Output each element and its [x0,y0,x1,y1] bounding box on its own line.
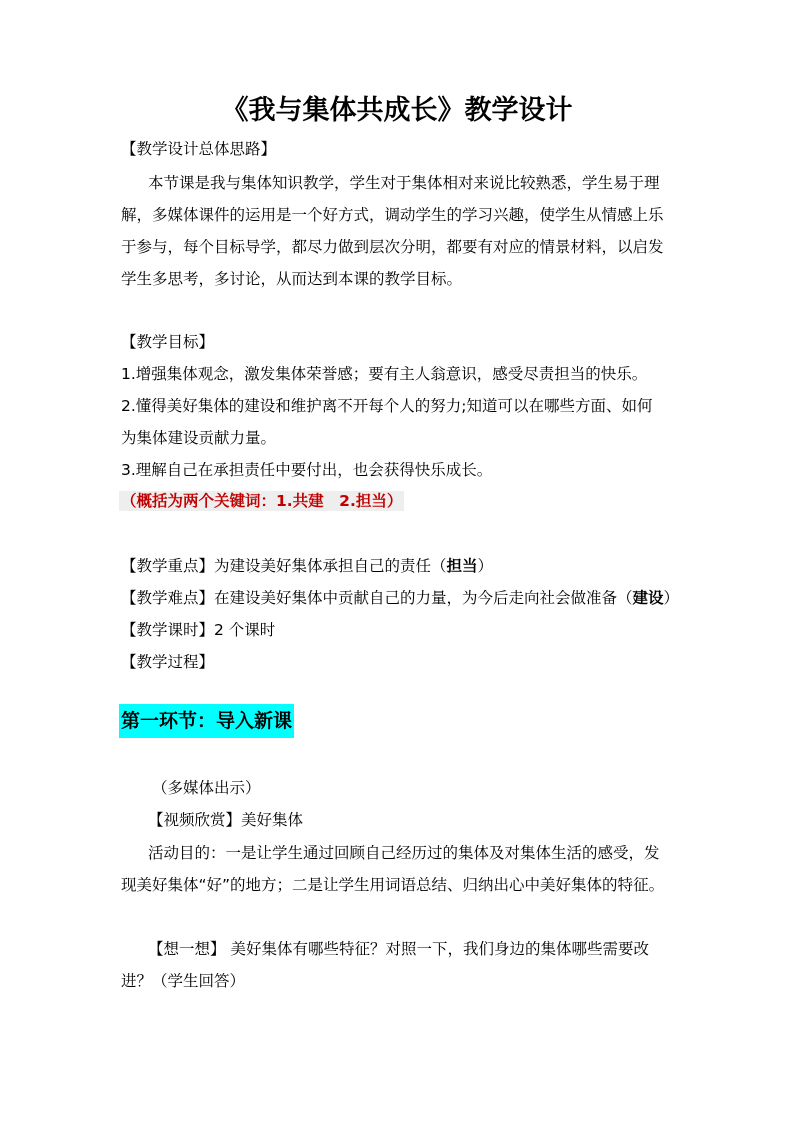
hours-line [121,619,275,641]
design-heading: 【教学设计总体思路】 [121,140,277,158]
design-body-line: 学生多思考，多讨论，从而达到本课的教学目标。 [121,270,463,288]
think-label: 【想一想】 [148,940,226,958]
think-line [148,938,649,960]
goal-item: 2.懂得美好集体的建设和维护离不开每个人的努力;知道可以在哪些方面、如何 [121,397,653,415]
goal-item: 3.理解自己在承担责任中要付出，也会获得快乐成长。 [121,461,493,479]
activity-line: 现美好集体“好”的地方；二是让学生用词语总结、归纳出心中美好集体的特征。 [121,876,665,894]
section-heading: 第一环节：导入新课 [119,704,294,738]
focus-label: 【教学重点】 [121,557,215,575]
focus-text: 为建设美好集体承担自己的责任（ [214,557,447,575]
video-label: 【视频欣赏】 [148,811,242,829]
think-line-2: 进？（学生回答） [121,972,246,990]
design-body-line: 于参与，每个目标导学，都尽力做到层次分明，都要有对应的情景材料，以启发 [121,238,664,256]
keywords-highlight: （概括为两个关键词：1.共建 2.担当） [121,492,403,510]
media-note: （多媒体出示） [152,779,261,797]
design-body-line: 解，多媒体课件的运用是一个好方式，调动学生的学习兴趣，使学生从情感上乐 [121,206,664,224]
goals-heading: 【教学目标】 [121,333,215,351]
keywords-line [119,490,404,512]
hours-label: 【教学课时】 [121,621,215,639]
doc-title: 《我与集体共成长》教学设计 [221,95,573,126]
focus-bold: 担当 [446,557,478,575]
video-line [148,809,303,831]
think-text: 美好集体有哪些特征？对照一下，我们身边的集体哪些需要改 [230,940,649,958]
video-text: 美好集体 [241,811,304,829]
design-body-line: 本节课是我与集体知识教学，学生对于集体相对来说比较熟悉，学生易于理 [148,174,660,192]
difficulty-end: ） [663,589,680,607]
difficulty-bold: 建设 [632,589,664,607]
focus-line [121,555,493,577]
difficulty-text: 在建设美好集体中贡献自己的力量，为今后走向社会做准备（ [214,589,633,607]
goal-item: 为集体建设贡献力量。 [121,429,277,447]
difficulty-line [121,587,679,609]
focus-end: ） [477,557,494,575]
goal-item: 1.增强集体观念，激发集体荣誉感；要有主人翁意识，感受尽责担当的快乐。 [121,365,648,383]
process-heading: 【教学过程】 [121,653,215,671]
difficulty-label: 【教学难点】 [121,589,215,607]
activity-line: 活动目的：一是让学生通过回顾自己经历过的集体及对集体生活的感受，发 [148,844,660,862]
hours-text: 2 个课时 [214,621,276,639]
